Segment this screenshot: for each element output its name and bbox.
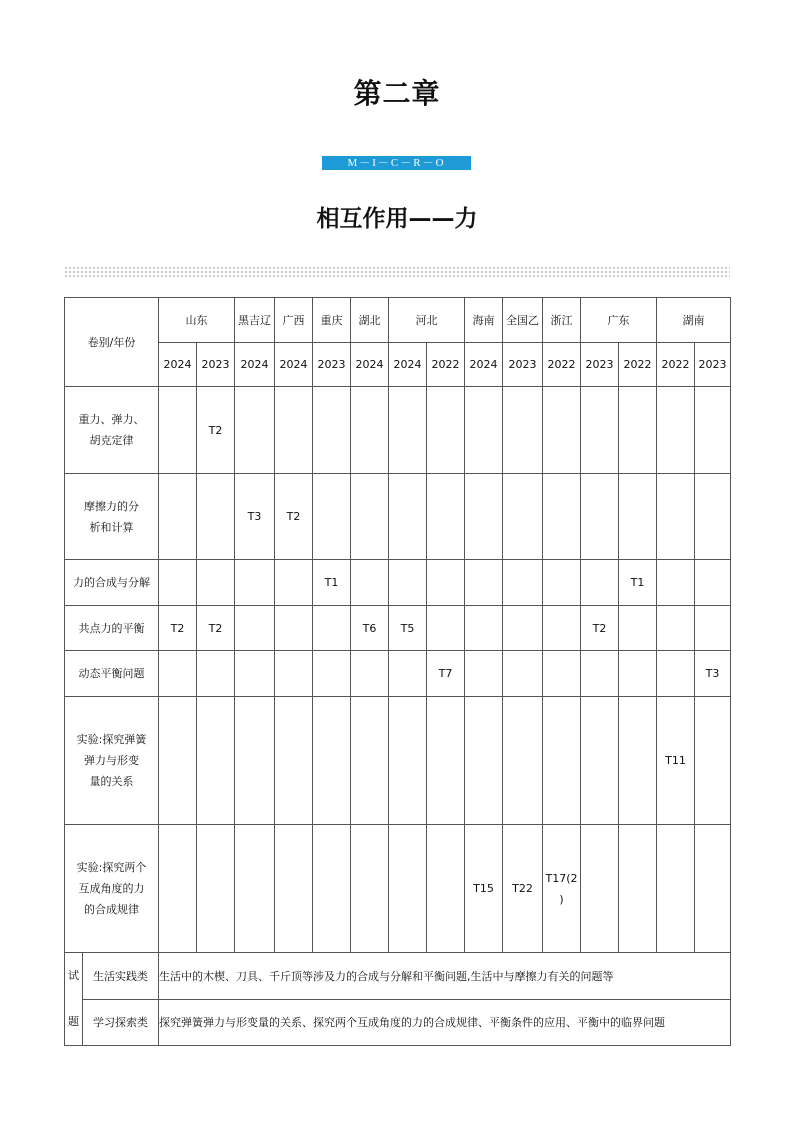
topic-line: 互成角度的力 xyxy=(78,882,145,895)
question-cell xyxy=(427,697,465,825)
topic-line: 量的关系 xyxy=(89,775,134,788)
question-cell xyxy=(313,387,351,474)
question-cell xyxy=(313,825,351,953)
question-cell xyxy=(427,474,465,560)
question-cell xyxy=(657,474,695,560)
question-cell xyxy=(619,825,657,953)
year-header: 2022 xyxy=(427,343,465,387)
question-cell xyxy=(581,387,619,474)
question-cell xyxy=(275,606,313,651)
question-cell xyxy=(619,651,657,697)
question-cell: T3 xyxy=(695,651,731,697)
topic-line: 动态平衡问题 xyxy=(78,667,145,680)
question-cell xyxy=(657,387,695,474)
question-cell xyxy=(581,560,619,606)
question-cell xyxy=(619,697,657,825)
year-header: 2024 xyxy=(351,343,389,387)
year-header: 2022 xyxy=(543,343,581,387)
question-cell xyxy=(351,651,389,697)
question-cell xyxy=(197,560,235,606)
table-row xyxy=(65,560,731,606)
question-ref-line: ) xyxy=(559,892,564,906)
topic-cell xyxy=(65,474,159,560)
question-cell: T1 xyxy=(313,560,351,606)
topic-cell xyxy=(65,387,159,474)
question-cell xyxy=(581,651,619,697)
question-cell xyxy=(235,560,275,606)
question-cell: T7 xyxy=(427,651,465,697)
table-row xyxy=(65,651,731,697)
year-header: 2024 xyxy=(159,343,197,387)
question-cell xyxy=(465,697,503,825)
question-cell xyxy=(197,651,235,697)
region-header: 湖南 xyxy=(657,298,731,343)
question-cell xyxy=(159,651,197,697)
topic-cell xyxy=(65,560,159,606)
year-header: 2023 xyxy=(197,343,235,387)
question-cell xyxy=(351,474,389,560)
question-cell xyxy=(657,606,695,651)
question-cell xyxy=(465,387,503,474)
question-cell xyxy=(619,387,657,474)
section-subtitle: 相互作用——力 xyxy=(316,206,478,232)
topic-line: 实验:探究两个 xyxy=(76,861,147,874)
question-cell xyxy=(543,697,581,825)
year-header: 2024 xyxy=(389,343,427,387)
question-cell xyxy=(465,651,503,697)
topic-cell xyxy=(65,606,159,651)
region-header: 海南 xyxy=(465,298,503,343)
question-cell xyxy=(465,606,503,651)
question-cell xyxy=(427,560,465,606)
year-header: 2023 xyxy=(503,343,543,387)
category-description: 探究弹簧弹力与形变量的关系、探究两个互成角度的力的合成规律、平衡条件的应用、平衡中的临界问题 xyxy=(159,999,731,1046)
question-cell xyxy=(581,825,619,953)
question-cell xyxy=(465,560,503,606)
question-cell xyxy=(695,387,731,474)
question-type-table xyxy=(64,952,731,1046)
question-cell xyxy=(543,474,581,560)
question-cell xyxy=(313,606,351,651)
region-header: 广东 xyxy=(581,298,657,343)
question-cell xyxy=(235,697,275,825)
question-cell xyxy=(313,651,351,697)
question-cell xyxy=(275,825,313,953)
question-cell xyxy=(657,825,695,953)
question-cell xyxy=(503,606,543,651)
region-header: 湖北 xyxy=(351,298,389,343)
question-cell: T2 xyxy=(581,606,619,651)
question-cell xyxy=(695,825,731,953)
question-cell xyxy=(197,474,235,560)
topic-line: 摩擦力的分 xyxy=(84,499,139,513)
question-cell xyxy=(619,606,657,651)
year-header: 2023 xyxy=(695,343,731,387)
year-header: 2023 xyxy=(581,343,619,387)
question-cell xyxy=(695,697,731,825)
question-cell xyxy=(389,387,427,474)
question-cell xyxy=(389,560,427,606)
question-cell xyxy=(581,697,619,825)
question-cell xyxy=(275,697,313,825)
question-cell xyxy=(389,825,427,953)
topic-line: 的合成规律 xyxy=(84,903,139,916)
question-cell xyxy=(503,474,543,560)
question-ref-line: T17(2 xyxy=(545,871,578,885)
question-cell: T2 xyxy=(275,474,313,560)
year-header: 2024 xyxy=(235,343,275,387)
question-cell: T22 xyxy=(503,825,543,953)
question-cell xyxy=(235,651,275,697)
question-cell xyxy=(159,825,197,953)
topic-line: 力的合成与分解 xyxy=(73,576,150,589)
question-cell xyxy=(235,387,275,474)
topic-line: 实验:探究弹簧 xyxy=(76,733,147,746)
question-cell: T1 xyxy=(619,560,657,606)
question-cell xyxy=(351,825,389,953)
question-cell xyxy=(275,560,313,606)
exam-distribution-table xyxy=(64,297,731,953)
region-header: 广西 xyxy=(275,298,313,343)
question-cell xyxy=(503,697,543,825)
question-cell xyxy=(503,560,543,606)
question-cell xyxy=(351,560,389,606)
dotted-divider xyxy=(64,266,730,278)
question-cell xyxy=(159,387,197,474)
question-cell xyxy=(351,387,389,474)
category-label: 生活实践类 xyxy=(83,953,159,1000)
table-row xyxy=(65,825,731,953)
question-cell xyxy=(695,606,731,651)
question-cell xyxy=(619,474,657,560)
question-cell xyxy=(313,474,351,560)
question-cell: T11 xyxy=(657,697,695,825)
question-cell xyxy=(543,560,581,606)
question-cell xyxy=(503,387,543,474)
question-cell xyxy=(543,387,581,474)
topic-line: 重力、弹力、 xyxy=(78,413,145,426)
table-row xyxy=(65,606,731,651)
question-cell xyxy=(159,560,197,606)
region-header: 山东 xyxy=(159,298,235,343)
question-cell xyxy=(197,825,235,953)
question-type-label xyxy=(65,953,83,1046)
category-description: 生活中的木楔、刀具、千斤顶等涉及力的合成与分解和平衡问题,生活中与摩擦力有关的问题等 xyxy=(159,953,731,1000)
region-header: 全国乙 xyxy=(503,298,543,343)
topic-cell xyxy=(65,825,159,953)
year-header: 2024 xyxy=(275,343,313,387)
question-cell xyxy=(543,825,581,953)
question-cell xyxy=(159,474,197,560)
question-cell: T2 xyxy=(197,387,235,474)
question-cell xyxy=(197,697,235,825)
question-cell xyxy=(543,606,581,651)
region-header: 浙江 xyxy=(543,298,581,343)
question-cell xyxy=(235,825,275,953)
question-cell xyxy=(503,651,543,697)
question-cell xyxy=(389,474,427,560)
question-cell: T2 xyxy=(159,606,197,651)
question-cell: T6 xyxy=(351,606,389,651)
question-cell xyxy=(159,697,197,825)
question-cell: T15 xyxy=(465,825,503,953)
year-header: 2022 xyxy=(619,343,657,387)
year-header: 2022 xyxy=(657,343,695,387)
region-header: 黑吉辽 xyxy=(235,298,275,343)
category-label: 学习探索类 xyxy=(83,999,159,1046)
topic-line: 弹力与形变 xyxy=(84,754,139,767)
region-header: 河北 xyxy=(389,298,465,343)
question-cell xyxy=(581,474,619,560)
table-row xyxy=(65,474,731,560)
topic-line: 胡克定律 xyxy=(89,434,134,447)
question-cell xyxy=(465,474,503,560)
question-cell xyxy=(695,474,731,560)
micro-badge: M－I－C－R－O xyxy=(322,156,471,170)
question-cell xyxy=(235,606,275,651)
question-cell: T3 xyxy=(235,474,275,560)
question-cell xyxy=(389,651,427,697)
question-cell xyxy=(389,697,427,825)
table-row xyxy=(65,387,731,474)
question-cell xyxy=(427,387,465,474)
question-cell xyxy=(657,651,695,697)
region-header: 重庆 xyxy=(313,298,351,343)
question-cell xyxy=(313,697,351,825)
question-type-char: 题 xyxy=(68,1015,79,1028)
question-cell: T2 xyxy=(197,606,235,651)
chapter-title: 第二章 xyxy=(353,77,441,110)
topic-line: 共点力的平衡 xyxy=(78,621,145,635)
year-header: 2024 xyxy=(465,343,503,387)
question-cell xyxy=(543,651,581,697)
question-cell xyxy=(427,606,465,651)
topic-cell xyxy=(65,697,159,825)
question-cell xyxy=(657,560,695,606)
question-cell: T5 xyxy=(389,606,427,651)
question-cell xyxy=(695,560,731,606)
question-cell xyxy=(275,651,313,697)
question-cell xyxy=(427,825,465,953)
corner-label: 卷别/年份 xyxy=(65,298,159,387)
topic-cell xyxy=(65,651,159,697)
question-cell xyxy=(351,697,389,825)
table-row xyxy=(65,697,731,825)
topic-line: 析和计算 xyxy=(89,520,134,534)
question-type-char: 试 xyxy=(68,969,79,982)
year-header: 2023 xyxy=(313,343,351,387)
question-cell xyxy=(275,387,313,474)
